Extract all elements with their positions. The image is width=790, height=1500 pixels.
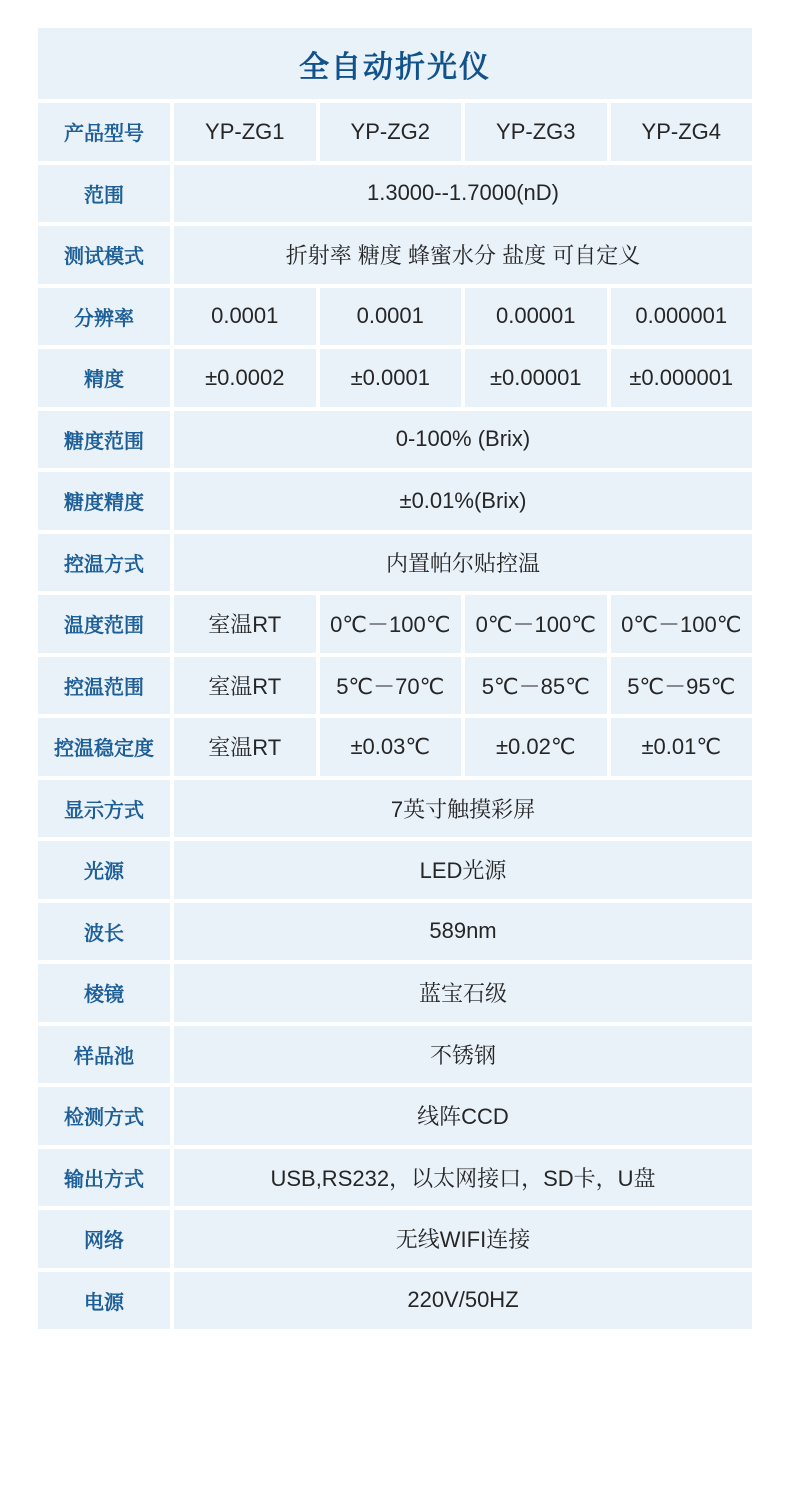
row-label: 精度 [38, 349, 170, 407]
spec-value: LED光源 [174, 841, 752, 899]
table-row-power [38, 1272, 752, 1330]
spec-value: ±0.01%(Brix) [174, 472, 752, 530]
table-row-temp-control-range [38, 657, 752, 715]
table-row-range [38, 165, 752, 223]
row-label: 电源 [38, 1272, 170, 1330]
spec-value: 不锈钢 [174, 1026, 752, 1084]
row-label: 检测方式 [38, 1087, 170, 1145]
row-label: 范围 [38, 165, 170, 223]
table-row-output [38, 1149, 752, 1207]
row-label: 网络 [38, 1210, 170, 1268]
table-row-detection-method [38, 1087, 752, 1145]
spec-value: 0.0001 [320, 288, 462, 346]
spec-value: ±0.0001 [320, 349, 462, 407]
spec-value: 0.000001 [611, 288, 753, 346]
row-label: 控温方式 [38, 534, 170, 592]
row-label: 测试模式 [38, 226, 170, 284]
spec-value: 1.3000--1.7000(nD) [174, 165, 752, 223]
spec-table [38, 0, 752, 1329]
spec-value: 室温RT [174, 595, 316, 653]
row-label: 糖度范围 [38, 411, 170, 469]
spec-value: 室温RT [174, 718, 316, 776]
table-row-prism [38, 964, 752, 1022]
table-row-test-modes [38, 226, 752, 284]
row-label: 显示方式 [38, 780, 170, 838]
page-title: 全自动折光仪 [38, 28, 752, 99]
table-row-wavelength [38, 903, 752, 961]
table-row-brix-range [38, 411, 752, 469]
spec-value: 内置帕尔贴控温 [174, 534, 752, 592]
spec-value: 线阵CCD [174, 1087, 752, 1145]
spec-value: 5℃－85℃ [465, 657, 607, 715]
row-label: 波长 [38, 903, 170, 961]
spec-value: 无线WIFI连接 [174, 1210, 752, 1268]
spec-value: ±0.000001 [611, 349, 753, 407]
spec-value: 0℃－100℃ [465, 595, 607, 653]
table-row-product-model [38, 103, 752, 161]
spec-value: YP-ZG2 [320, 103, 462, 161]
table-row-resolution [38, 288, 752, 346]
row-label: 控温范围 [38, 657, 170, 715]
table-row-temp-range [38, 595, 752, 653]
row-label: 样品池 [38, 1026, 170, 1084]
spec-value: 0.0001 [174, 288, 316, 346]
spec-value: USB,RS232，以太网接口，SD卡，U盘 [174, 1149, 752, 1207]
title-row [38, 28, 752, 99]
table-row-sample-cell [38, 1026, 752, 1084]
table-row-accuracy [38, 349, 752, 407]
spec-value: ±0.01℃ [611, 718, 753, 776]
spec-value: 折射率 糖度 蜂蜜水分 盐度 可自定义 [174, 226, 752, 284]
row-label: 控温稳定度 [38, 718, 170, 776]
spec-value: YP-ZG1 [174, 103, 316, 161]
row-label: 温度范围 [38, 595, 170, 653]
spec-value: 5℃－70℃ [320, 657, 462, 715]
spec-value: 室温RT [174, 657, 316, 715]
spec-value: ±0.0002 [174, 349, 316, 407]
row-label: 棱镜 [38, 964, 170, 1022]
spec-value: YP-ZG4 [611, 103, 753, 161]
spec-value: 5℃－95℃ [611, 657, 753, 715]
row-label: 分辨率 [38, 288, 170, 346]
spec-value: 0.00001 [465, 288, 607, 346]
row-label: 光源 [38, 841, 170, 899]
spec-value: 220V/50HZ [174, 1272, 752, 1330]
spec-value: ±0.02℃ [465, 718, 607, 776]
spec-value: 0℃－100℃ [320, 595, 462, 653]
spec-value: 0℃－100℃ [611, 595, 753, 653]
table-row-light-source [38, 841, 752, 899]
spec-value: 7英寸触摸彩屏 [174, 780, 752, 838]
table-row-brix-accuracy [38, 472, 752, 530]
spec-value: ±0.00001 [465, 349, 607, 407]
spec-value: 蓝宝石级 [174, 964, 752, 1022]
spec-value: YP-ZG3 [465, 103, 607, 161]
spec-value: 0-100% (Brix) [174, 411, 752, 469]
table-row-network [38, 1210, 752, 1268]
spec-value: ±0.03℃ [320, 718, 462, 776]
row-label: 糖度精度 [38, 472, 170, 530]
spec-value: 589nm [174, 903, 752, 961]
table-row-display [38, 780, 752, 838]
table-row-temp-stability [38, 718, 752, 776]
table-row-temp-control-method [38, 534, 752, 592]
row-label: 输出方式 [38, 1149, 170, 1207]
row-label: 产品型号 [38, 103, 170, 161]
